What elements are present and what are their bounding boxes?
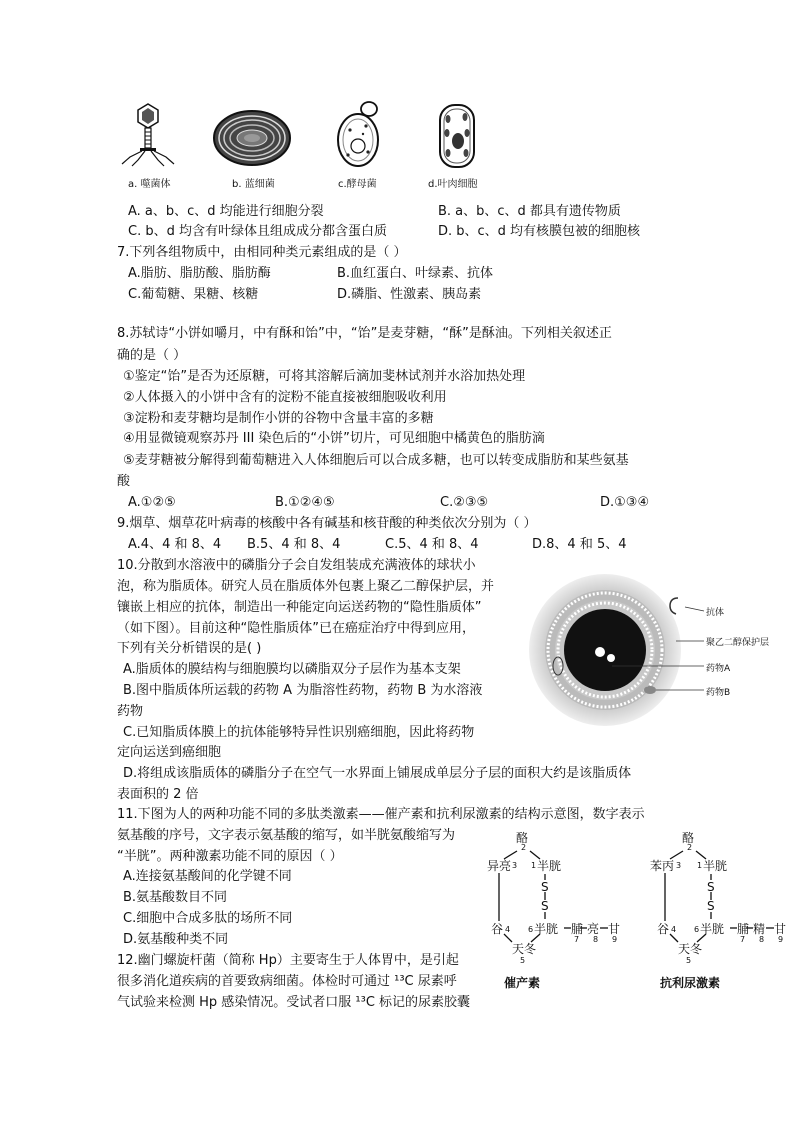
q11-option-c: C.细胞中合成多肽的场所不同 <box>123 911 293 926</box>
q10-stem-line1: 10.分散到水溶液中的磷脂分子会自发组装成充满液体的球状小 <box>117 558 476 573</box>
oxytocin-aa-3: 异亮 <box>487 859 512 873</box>
q8-statement-5-cont: 酸 <box>117 474 131 489</box>
adh-aa-8: 精 <box>753 922 766 936</box>
oxytocin-aa-7: 脯 <box>571 922 584 936</box>
oxytocin-num-2: 2 <box>521 843 527 852</box>
q7-option-d: D.磷脂、性激素、胰岛素 <box>337 287 482 302</box>
q8-stem-line1: 8.苏轼诗“小饼如嚼月，中有酥和饴”中，“饴”是麦芽糖，“酥”是酥油。下列相关叙述正 <box>117 326 612 341</box>
adh-num-6: 6 <box>694 925 700 934</box>
q8-option-c: C.②③⑤ <box>440 495 489 510</box>
q8-statement-4: ④用显微镜观察苏丹 III 染色后的“小饼”切片，可见细胞中橘黄色的脂肪滴 <box>123 431 545 446</box>
q10-option-d: D.将组成该脂质体的磷脂分子在空气一水界面上铺展成单层分子层的面积大约是该脂质体 <box>123 766 632 781</box>
q6-option-c: C. b、d 均含有叶绿体且组成成分都含蛋白质 <box>128 224 387 239</box>
oxytocin-sulfur-1: S <box>541 880 549 894</box>
oxytocin-num-8: 8 <box>593 935 599 944</box>
adh-aa-3: 苯丙 <box>650 859 675 873</box>
oxytocin-aa-1: 半胱 <box>537 859 562 873</box>
q11-stem-line3: “半胱”。两种激素功能不同的原因（ ） <box>117 849 343 864</box>
q9-option-c: C.5、4 和 8、4 <box>385 537 479 552</box>
oxytocin-aa-5: 天冬 <box>512 942 537 956</box>
oxytocin-num-9: 9 <box>612 935 618 944</box>
q10-stem-line3: 镶嵌上相应的抗体，制造出一种能定向运送药物的“隐性脂质体” <box>117 600 482 615</box>
oxytocin-aa-8: 亮 <box>587 922 600 936</box>
oxytocin-num-5: 5 <box>520 956 526 965</box>
adh-num-5: 5 <box>686 956 692 965</box>
oxytocin-num-4: 4 <box>505 925 511 934</box>
oxytocin-aa-9: 甘 <box>608 922 621 936</box>
oxytocin-num-6: 6 <box>528 925 534 934</box>
q11-option-a: A.连接氨基酸间的化学键不同 <box>123 869 292 884</box>
q12-stem-line2: 很多消化道疾病的首要致病细菌。体检时可通过 ¹³C 尿素呼 <box>117 974 457 989</box>
adh-num-8: 8 <box>759 935 765 944</box>
q8-statement-2: ②人体摄入的小饼中含有的淀粉不能直接被细胞吸收利用 <box>123 390 447 405</box>
adh-aa-9: 甘 <box>774 922 787 936</box>
q10-stem-line5: 下列有关分析错误的是( ) <box>117 641 262 656</box>
adh-num-2: 2 <box>687 843 693 852</box>
q9-option-a: A.4、4 和 8、4 <box>128 537 222 552</box>
q6-option-a: A. a、b、c、d 均能进行细胞分裂 <box>128 204 324 219</box>
q8-option-d: D.①③④ <box>600 495 650 510</box>
adh-title: 抗利尿激素 <box>660 976 721 990</box>
q7-option-c: C.葡萄糖、果糖、核糖 <box>128 287 259 302</box>
adh-num-4: 4 <box>671 925 677 934</box>
q8-statement-3: ③淀粉和麦芽糖均是制作小饼的谷物中含量丰富的多糖 <box>123 411 434 426</box>
q12-stem-line1: 12.幽门螺旋杆菌（简称 Hp）主要寄生于人体胃中，是引起 <box>117 953 459 968</box>
oxytocin-aa-4: 谷 <box>491 922 504 936</box>
adh-aa-5: 天冬 <box>678 942 703 956</box>
q6-option-b: B. a、b、c、d 都具有遗传物质 <box>438 204 621 219</box>
q8-stem-line2: 确的是（ ） <box>117 348 187 363</box>
q9-stem: 9.烟草、烟草花叶病毒的核酸中各有碱基和核苷酸的种类依次分别为（ ） <box>117 516 537 531</box>
adh-sulfur-1: S <box>707 880 715 894</box>
label-peg-layer: 聚乙二醇保护层 <box>706 638 770 648</box>
adh-num-7: 7 <box>740 935 746 944</box>
q10-stem-line4: （如下图）。目前这种“隐性脂质体”已在癌症治疗中得到应用， <box>117 621 475 636</box>
adh-num-1: 1 <box>697 861 703 870</box>
q10-stem-line2: 泡，称为脂质体。研究人员在脂质体外包裹上聚乙二醇保护层，并 <box>117 579 495 594</box>
adh-aa-4: 谷 <box>657 922 670 936</box>
q10-option-c: C.已知脂质体膜上的抗体能够特异性识别癌细胞，因此将药物 <box>123 725 475 740</box>
adh-aa-1: 半胱 <box>703 859 728 873</box>
q10-option-c-cont: 定向运送到癌细胞 <box>117 745 222 760</box>
q9-option-d: D.8、4 和 5、4 <box>532 537 627 552</box>
label-antibody: 抗体 <box>706 608 725 618</box>
q8-statement-5: ⑤麦芽糖被分解得到葡萄糖进入人体细胞后可以合成多糖，也可以转变成脂肪和某些氨基 <box>123 453 629 468</box>
adh-aa-6: 半胱 <box>700 922 725 936</box>
figure-c-caption: c.酵母菌 <box>338 179 377 190</box>
oxytocin-aa-6: 半胱 <box>534 922 559 936</box>
q10-option-b: B.图中脂质体所运载的药物 A 为脂溶性药物，药物 B 为水溶液 <box>123 683 483 698</box>
q10-option-a: A.脂质体的膜结构与细胞膜均以磷脂双分子层作为基本支架 <box>123 662 461 677</box>
q8-option-b: B.①②④⑤ <box>275 495 335 510</box>
oxytocin-sulfur-2: S <box>541 899 549 913</box>
label-drug-a: 药物A <box>706 664 731 674</box>
adh-num-3: 3 <box>676 861 682 870</box>
q12-stem-line3: 气试验来检测 Hp 感染情况。受试者口服 ¹³C 标记的尿素胶囊 <box>117 995 471 1010</box>
q7-option-a: A.脂肪、脂肪酸、脂肪酶 <box>128 266 271 281</box>
q9-option-b: B.5、4 和 8、4 <box>247 537 341 552</box>
oxytocin-title: 催产素 <box>504 976 541 990</box>
adh-sulfur-2: S <box>707 899 715 913</box>
adh-aa-2: 酪 <box>682 831 695 845</box>
oxytocin-aa-2: 酪 <box>516 831 529 845</box>
q10-option-d-cont: 表面积的 2 倍 <box>117 787 199 802</box>
adh-num-9: 9 <box>778 935 784 944</box>
q6-option-d: D. b、c、d 均有核膜包被的细胞核 <box>438 224 641 239</box>
q8-statement-1: ①鉴定“饴”是否为还原糖，可将其溶解后滴加斐林试剂并水浴加热处理 <box>123 369 526 384</box>
q7-option-b: B.血红蛋白、叶绿素、抗体 <box>337 266 494 281</box>
q10-option-b-cont: 药物 <box>117 704 144 719</box>
q7-stem: 7.下列各组物质中，由相同种类元素组成的是（ ） <box>117 245 407 260</box>
oxytocin-num-1: 1 <box>531 861 537 870</box>
adh-aa-7: 脯 <box>737 922 750 936</box>
figure-b-caption: b. 蓝细菌 <box>232 179 275 190</box>
figure-a-caption: a. 噬菌体 <box>128 179 171 190</box>
q8-option-a: A.①②⑤ <box>128 495 176 510</box>
q11-option-b: B.氨基酸数目不同 <box>123 890 228 905</box>
q11-stem-line2: 氨基酸的序号，文字表示氨基酸的缩写，如半胱氨酸缩写为 <box>117 828 456 843</box>
oxytocin-num-7: 7 <box>574 935 580 944</box>
q11-option-d: D.氨基酸种类不同 <box>123 932 229 947</box>
label-drug-b: 药物B <box>706 688 731 698</box>
oxytocin-num-3: 3 <box>512 861 518 870</box>
q11-stem-line1: 11.下图为人的两种功能不同的多肽类激素——催产素和抗利尿激素的结构示意图，数字表示 <box>117 807 645 822</box>
figure-d-caption: d.叶肉细胞 <box>428 179 478 190</box>
